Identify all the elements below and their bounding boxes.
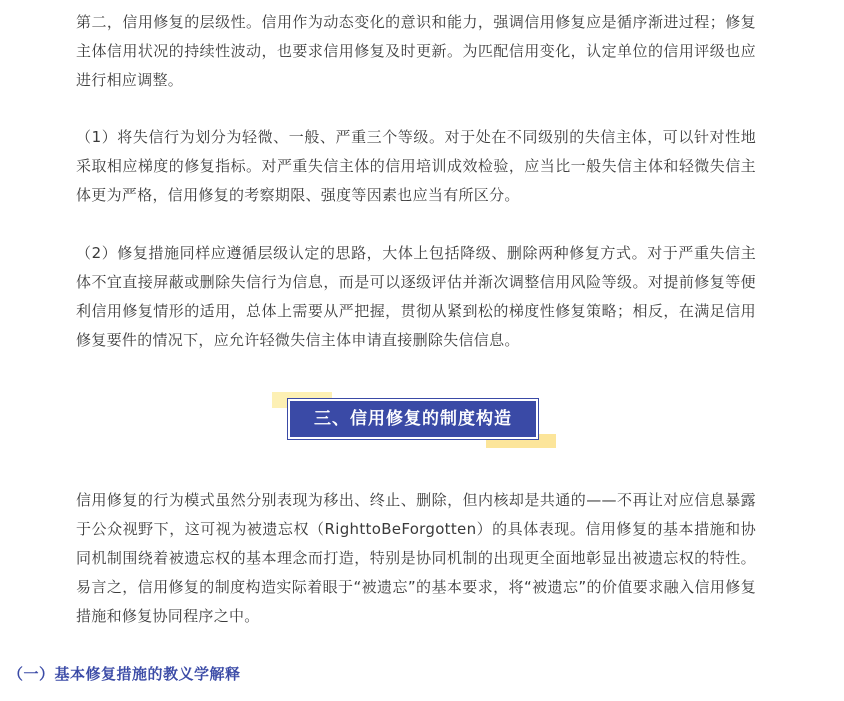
section-heading: 三、信用修复的制度构造: [288, 399, 538, 439]
paragraph-level-classification: （1）将失信行为划分为轻微、一般、严重三个等级。对于处在不同级别的失信主体，可以针对性地采取相应梯度的修复指标。对严重失信主体的信用培训成效检验，应当比一般失信主体和轻微失信主体更为严格，信用修复的考察期限、强度等因素也应当有所区分。: [76, 128, 756, 204]
paragraph-hierarchy: 第二，信用修复的层级性。信用作为动态变化的意识和能力，强调信用修复应是循序渐进过程；修复主体信用状况的持续性波动，也要求信用修复及时更新。为匹配信用变化，认定单位的信用评级也应进行相应调整。: [76, 13, 756, 89]
subsection-heading: （一）基本修复措施的教义学解释: [8, 665, 241, 683]
paragraph-right-to-be-forgotten: 信用修复的行为模式虽然分别表现为移出、终止、删除，但内核却是共通的——不再让对应信息暴露于公众视野下，这可视为被遗忘权（RighttoBeForgotten）的具体表现。信用修复的基本措施和协同机制围绕着被遗忘权的基本理念而打造，特别是协同机制的出现更全面地彰显出被遗忘权的特性。易言之，信用修复的制度构造实际着眼于“被遗忘”的基本要求，将“被遗忘”的价值要求融入信用修复措施和修复协同程序之中。: [76, 491, 756, 625]
section-heading-block: [272, 392, 556, 448]
paragraph-repair-measures: （2）修复措施同样应遵循层级认定的思路，大体上包括降级、删除两种修复方式。对于严重失信主体不宜直接屏蔽或删除失信行为信息，而是可以逐级评估并渐次调整信用风险等级。对提前修复等便利信用修复情形的适用，总体上需要从严把握，贯彻从紧到松的梯度性修复策略；相反，在满足信用修复要件的情况下，应允许轻微失信主体申请直接删除失信信息。: [76, 244, 756, 349]
